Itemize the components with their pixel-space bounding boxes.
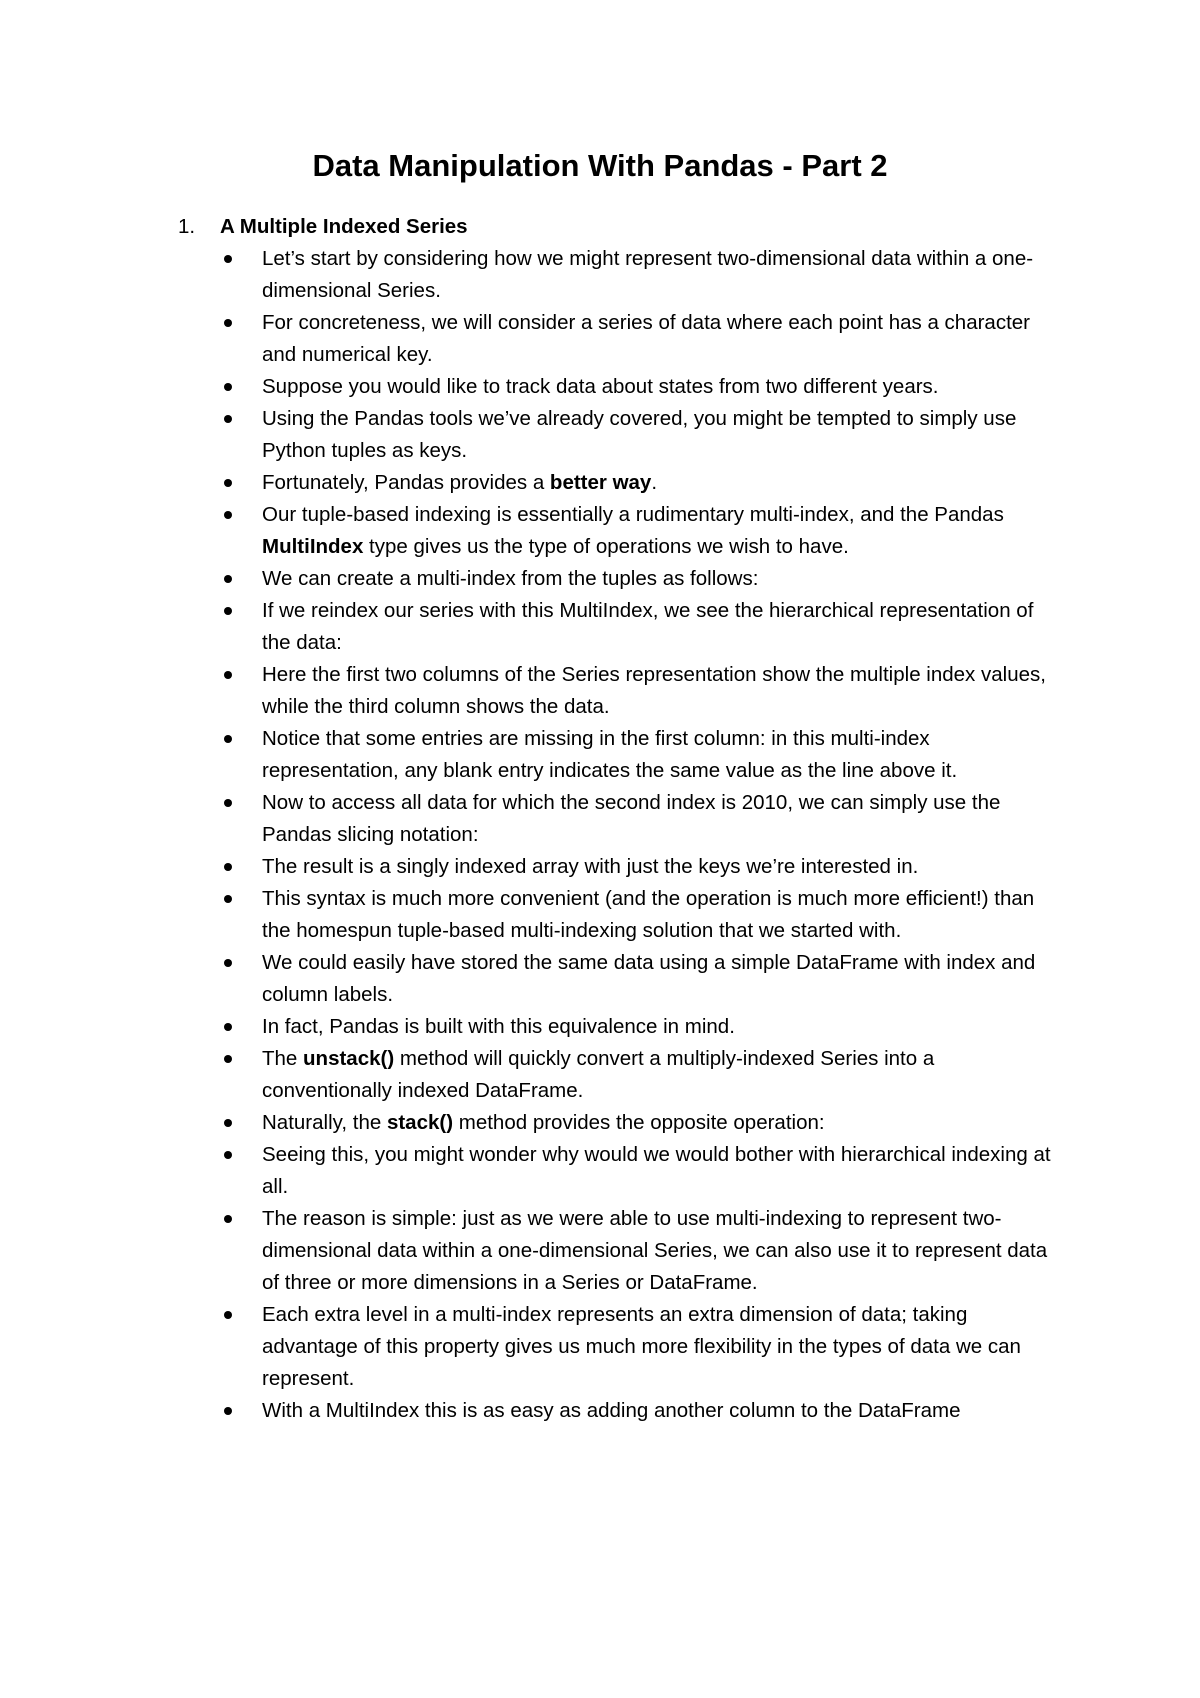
bullet-text: [262, 1047, 934, 1102]
bullet-text: [262, 663, 1046, 718]
bullet-dot-icon: [224, 863, 232, 871]
text-segment: In fact, Pandas is built with this equivalence in mind.: [262, 1015, 735, 1038]
bullet-text: [262, 407, 1016, 462]
text-segment: Suppose you would like to track data about states from two different years.: [262, 375, 939, 398]
text-segment: For concreteness, we will consider a series of data where each point has a character and numerical key.: [262, 311, 1030, 366]
bold-term: better way: [549, 471, 652, 494]
list-item: [224, 499, 1064, 563]
text-segment: This syntax is much more convenient (and the operation is much more efficient!) than the homespun tuple-based multi-indexing solution that we started with.: [262, 887, 1035, 942]
list-item: [224, 947, 1064, 1011]
bullet-text: [262, 247, 1033, 302]
bullet-text: [262, 599, 1033, 654]
bullet-text: [262, 1207, 1047, 1294]
list-item: [224, 1395, 1064, 1427]
text-segment: method provides the opposite operation:: [453, 1111, 825, 1134]
bold-term: unstack(): [303, 1047, 395, 1070]
list-item: [224, 403, 1064, 467]
list-item: [224, 1011, 1064, 1043]
bullet-dot-icon: [224, 319, 232, 327]
bullet-text: [262, 471, 657, 494]
text-segment: Naturally, the: [262, 1111, 387, 1134]
bullet-text: [262, 1015, 735, 1038]
document-title: Data Manipulation With Pandas - Part 2: [312, 148, 888, 183]
bullet-dot-icon: [224, 415, 232, 423]
bullet-text: [262, 887, 1034, 942]
bullet-list: [224, 243, 1064, 1427]
section-heading: [178, 211, 1078, 243]
bullet-dot-icon: [224, 383, 232, 391]
list-item: [224, 723, 1064, 787]
bullet-dot-icon: [224, 671, 232, 679]
bullet-text: [262, 1399, 960, 1422]
bullet-dot-icon: [224, 1407, 232, 1415]
text-segment: Now to access all data for which the second index is 2010, we can simply use the Pandas slicing notation:: [262, 791, 1001, 846]
bullet-dot-icon: [224, 607, 232, 615]
bullet-dot-icon: [224, 1311, 232, 1319]
list-item: [224, 883, 1064, 947]
text-segment: Using the Pandas tools we’ve already covered, you might be tempted to simply use Python tuples as keys.: [262, 407, 1017, 462]
bullet-text: [262, 727, 957, 782]
section-number: 1.: [178, 215, 196, 238]
bullet-dot-icon: [224, 959, 232, 967]
list-item: [224, 1203, 1064, 1299]
section-multiple-indexed-series: [178, 211, 1078, 1422]
bullet-dot-icon: [224, 1023, 232, 1031]
bullet-text: [262, 791, 1000, 846]
list-item: [224, 371, 1064, 403]
list-item: [224, 307, 1064, 371]
text-segment: Here the first two columns of the Series representation show the multiple index values, while the third column shows the data.: [262, 663, 1046, 718]
text-segment: Let’s start by considering how we might represent two-dimensional data within a one-dimensional Series.: [262, 247, 1034, 302]
text-segment: The result is a singly indexed array with just the keys we’re interested in.: [262, 855, 919, 878]
bullet-dot-icon: [224, 255, 232, 263]
bullet-dot-icon: [224, 735, 232, 743]
bullet-text: [262, 1143, 1051, 1198]
bullet-text: [262, 503, 1004, 558]
bullet-text: [262, 855, 918, 878]
list-item: [224, 467, 1064, 499]
bullet-dot-icon: [224, 1055, 232, 1063]
text-segment: method will quickly convert a multiply-indexed Series into a conventionally indexed DataFrame.: [262, 1047, 935, 1102]
text-segment: The reason is simple: just as we were able to use multi-indexing to represent two-dimensional data within a one-dimensional Series, we can also use it to represent data of three or more dimensions in a Series or DataFrame.: [262, 1207, 1048, 1294]
bullet-dot-icon: [224, 575, 232, 583]
text-segment: Notice that some entries are missing in the first column: in this multi-index representation, any blank entry indicates the same value as the line above it.: [262, 727, 958, 782]
bullet-dot-icon: [224, 1215, 232, 1223]
list-item: [224, 1299, 1064, 1395]
bullet-dot-icon: [224, 511, 232, 519]
bullet-dot-icon: [224, 1119, 232, 1127]
text-segment: .: [651, 471, 658, 494]
bullet-dot-icon: [224, 479, 232, 487]
bullet-dot-icon: [224, 895, 232, 903]
text-segment: type gives us the type of operations we wish to have.: [363, 535, 849, 558]
text-segment: Each extra level in a multi-index represents an extra dimension of data; taking advantage of this property gives us much more flexibility in the types of data we can represent.: [262, 1303, 1021, 1390]
bold-term: MultiIndex: [262, 535, 364, 558]
bullet-text: [262, 951, 1035, 1006]
text-segment: The: [262, 1047, 304, 1070]
text-segment: We can create a multi-index from the tuples as follows:: [262, 567, 759, 590]
text-segment: Our tuple-based indexing is essentially a rudimentary multi-index, and the Pandas: [262, 503, 1004, 526]
list-item: [224, 1043, 1064, 1107]
list-item: [224, 851, 1064, 883]
text-segment: With a MultiIndex this is as easy as adding another column to the DataFrame: [262, 1399, 961, 1422]
list-item: [224, 787, 1064, 851]
bullet-text: [262, 1303, 1021, 1390]
bullet-text: [262, 311, 1030, 366]
list-item: [224, 563, 1064, 595]
list-item: [224, 1139, 1064, 1203]
text-segment: Seeing this, you might wonder why would we would bother with hierarchical indexing at all.: [262, 1143, 1051, 1198]
list-item: [224, 659, 1064, 723]
list-item: [224, 243, 1064, 307]
text-segment: If we reindex our series with this MultiIndex, we see the hierarchical representation of the data:: [262, 599, 1034, 654]
list-item: [224, 1107, 1064, 1139]
bullet-dot-icon: [224, 1151, 232, 1159]
text-segment: Fortunately, Pandas provides a: [262, 471, 550, 494]
section-title: A Multiple Indexed Series: [220, 215, 468, 238]
bold-term: stack(): [386, 1111, 454, 1134]
bullet-dot-icon: [224, 799, 232, 807]
bullet-text: [262, 567, 758, 590]
bullet-text: [262, 1111, 825, 1134]
list-item: [224, 595, 1064, 659]
bullet-text: [262, 375, 939, 398]
text-segment: We could easily have stored the same data using a simple DataFrame with index and column labels.: [262, 951, 1036, 1006]
